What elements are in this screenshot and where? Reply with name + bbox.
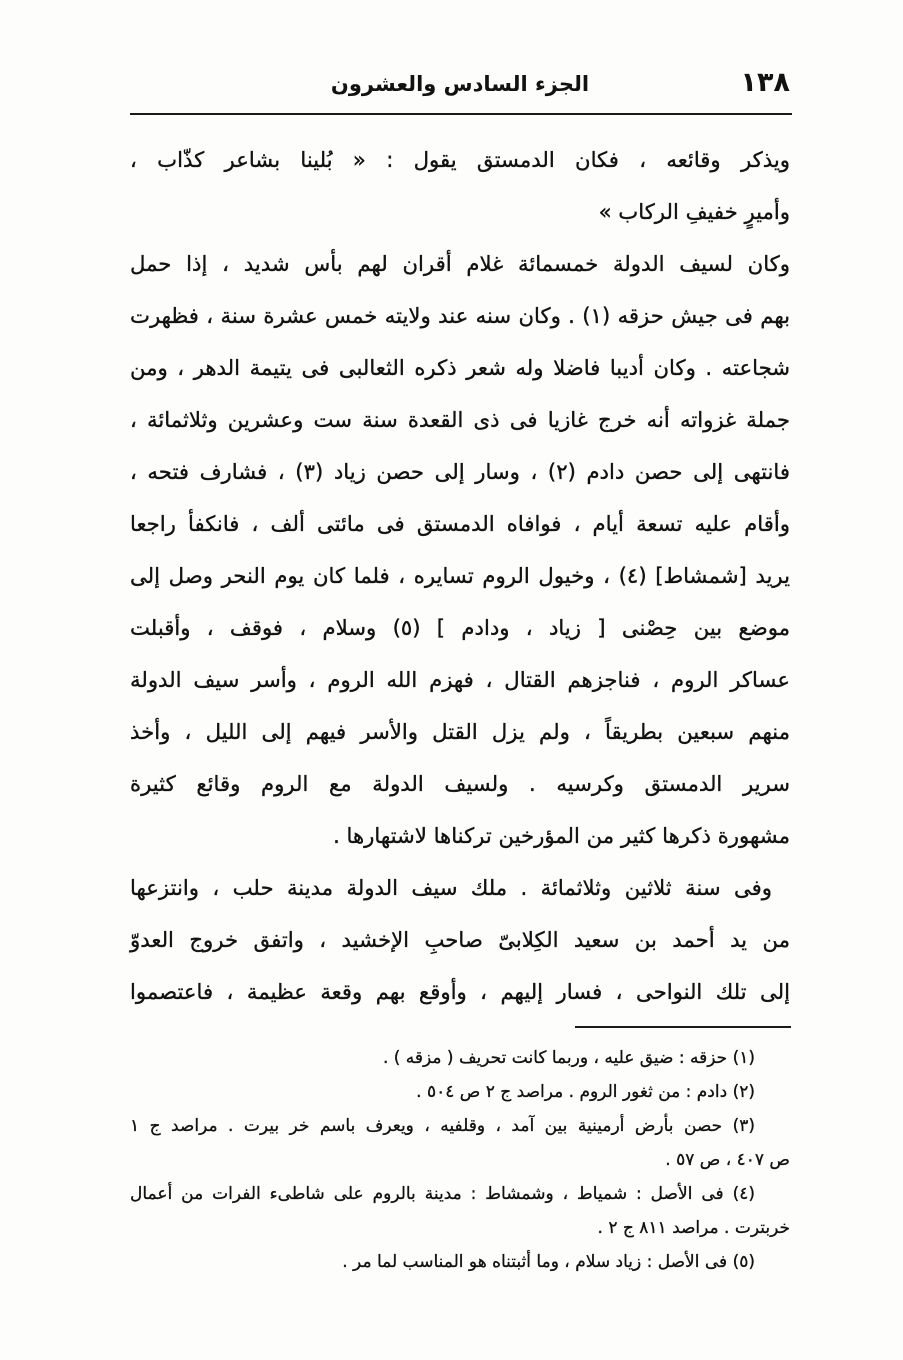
text-line bbox=[130, 290, 790, 342]
header-divider bbox=[130, 113, 792, 115]
text-line bbox=[130, 238, 790, 290]
footnote-line-content bbox=[342, 1252, 755, 1272]
text-line-content: وفى سنة ثلاثين وثلاثمائة . ملك سيف الدولة مدينة حلب ، وانتزعها bbox=[130, 875, 772, 900]
text-line-content: منهم سبعين بطريقاً ، ولم يزل القتل والأسر فيهم إلى الليل ، وأخذ bbox=[130, 719, 790, 744]
footnote-text: دادم : من ثغور الروم . مراصد ج ٢ ص ٥٠٤ . bbox=[416, 1082, 728, 1102]
footnote-line-content bbox=[130, 1116, 755, 1136]
footnote-line-content bbox=[416, 1082, 755, 1102]
footnote-divider bbox=[575, 1026, 791, 1028]
text-line-content: عساكر الروم ، فناجزهم القتال ، فهزم الله الروم ، وأسر سيف الدولة bbox=[130, 667, 790, 692]
text-line bbox=[130, 602, 790, 654]
footnote-line-content bbox=[383, 1048, 755, 1068]
footnote-4-continuation bbox=[130, 1211, 790, 1245]
text-line bbox=[130, 342, 790, 394]
text-line bbox=[130, 862, 790, 914]
text-line-content: فانتهى إلى حصن دادم (٢) ، وسار إلى حصن زياد (٣) ، فشارف فتحه ، bbox=[130, 459, 790, 484]
text-line bbox=[130, 134, 790, 186]
paragraph bbox=[130, 134, 790, 238]
text-line bbox=[130, 966, 790, 1018]
footnote-text: فى الأصل : زياد سلام ، وما أثبتناه هو المناسب لما مر . bbox=[342, 1252, 728, 1272]
footnote-text: خربترت . مراصد ٨١١ ج ٢ . bbox=[597, 1218, 790, 1238]
footnotes bbox=[130, 1041, 790, 1279]
footnote-text: حصن بأرض أرمينية بين آمد ، وقلفيه ، ويعرف باسم خر بيرت . مراصد ج ١ bbox=[130, 1116, 723, 1136]
text-line-content: وكان لسيف الدولة خمسمائة غلام أقران لهم بأس شديد ، إذا حمل bbox=[130, 251, 790, 276]
text-line bbox=[130, 446, 790, 498]
page-header bbox=[130, 62, 790, 106]
footnote-text: حزقه : ضيق عليه ، وربما كانت تحريف ( مزقه ) . bbox=[382, 1048, 728, 1068]
footnote-line-content bbox=[130, 1184, 755, 1204]
paragraph bbox=[130, 862, 790, 1018]
paragraph bbox=[130, 238, 790, 862]
text-line bbox=[130, 758, 790, 810]
footnote-marker: (٤) bbox=[732, 1184, 755, 1204]
text-line-content: ويذكر وقائعه ، فكان الدمستق يقول : « بُلينا بشاعر كذّاب ، bbox=[130, 147, 790, 172]
body-text bbox=[130, 134, 790, 1018]
text-line bbox=[130, 186, 790, 238]
page-number: ١٣٨ bbox=[740, 67, 790, 98]
text-line bbox=[130, 550, 790, 602]
text-line bbox=[130, 706, 790, 758]
footnote-text: ص ٤٠٧ ، ص ٥٧ . bbox=[665, 1150, 790, 1170]
text-line-content: يريد [شمشاط] (٤) ، وخيول الروم تسايره ، فلما كان يوم النحر وصل إلى bbox=[130, 563, 790, 588]
text-line bbox=[130, 654, 790, 706]
text-line-content: وأميرٍ خفيفِ الركاب » bbox=[598, 199, 790, 224]
text-line-content: شجاعته . وكان أديبا فاضلا وله شعر ذكره الثعالبى فى يتيمة الدهر ، ومن bbox=[130, 355, 790, 380]
text-line-content: بهم فى جيش حزقه (١) . وكان سنه عند ولايته خمس عشرة سنة ، فظهرت bbox=[130, 303, 790, 328]
text-line-content: مشهورة ذكرها كثير من المؤرخين تركناها لاشتهارها . bbox=[333, 823, 790, 848]
text-line-content: موضع بين حِصْنى [ زياد ، ودادم ] (٥) وسلام ، فوقف ، وأقبلت bbox=[130, 615, 790, 640]
footnote-marker: (٥) bbox=[732, 1252, 755, 1272]
footnote-5 bbox=[130, 1245, 790, 1279]
footnote-1 bbox=[130, 1041, 790, 1075]
text-line bbox=[130, 498, 790, 550]
text-line bbox=[130, 914, 790, 966]
footnote-text: فى الأصل : شمياط ، وشمشاط : مدينة بالروم على شاطىء الفرات من أعمال bbox=[130, 1184, 724, 1204]
text-line-content: جملة غزواته أنه خرج غازيا فى ذى القعدة سنة ست وعشرين وثلاثمائة ، bbox=[130, 407, 790, 432]
footnote-3-continuation bbox=[130, 1143, 790, 1177]
footnote-marker: (٢) bbox=[732, 1082, 755, 1102]
footnote-4 bbox=[130, 1177, 790, 1211]
footnote-2 bbox=[130, 1075, 790, 1109]
text-line-content: سرير الدمستق وكرسيه . ولسيف الدولة مع الروم وقائع كثيرة bbox=[130, 771, 790, 796]
text-line bbox=[130, 394, 790, 446]
text-line-content: من يد أحمد بن سعيد الكِلابىّ صاحبِ الإخشيد ، واتفق خروج العدوّ bbox=[130, 927, 790, 952]
footnote-marker: (١) bbox=[732, 1048, 755, 1068]
footnote-3 bbox=[130, 1109, 790, 1143]
footnote-marker: (٣) bbox=[732, 1116, 755, 1136]
text-line bbox=[130, 810, 790, 862]
running-title: الجزء السادس والعشرون bbox=[330, 72, 590, 96]
text-line-content: وأقام عليه تسعة أيام ، فوافاه الدمستق فى مائتى ألف ، فانكفأ راجعا bbox=[130, 511, 790, 536]
text-line-content: إلى تلك النواحى ، فسار إليهم ، وأوقع بهم وقعة عظيمة ، فاعتصموا bbox=[130, 979, 790, 1004]
